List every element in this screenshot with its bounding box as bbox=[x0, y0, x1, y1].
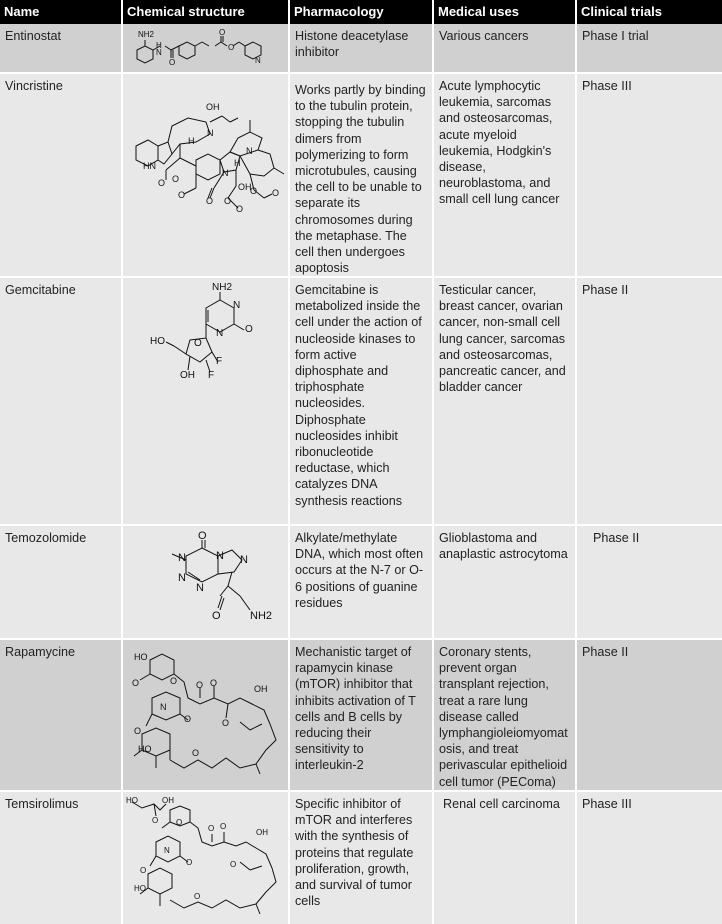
struct-label: O bbox=[228, 43, 235, 52]
struct-label: O bbox=[134, 726, 142, 736]
drug-name: Temsirolimus bbox=[5, 797, 79, 811]
struct-label: O bbox=[222, 718, 230, 728]
clinical-trial-text: Phase III bbox=[582, 79, 632, 93]
gemcitabine-structure bbox=[150, 282, 270, 392]
struct-label: OH bbox=[206, 102, 220, 112]
struct-label: NH2 bbox=[250, 610, 273, 622]
struct-label: O bbox=[169, 58, 176, 67]
drug-name: Gemcitabine bbox=[5, 283, 76, 297]
struct-label: O bbox=[194, 892, 201, 901]
clinical-trial-text: Phase III bbox=[582, 797, 632, 811]
temsirolimus-structure bbox=[126, 796, 286, 920]
struct-label: O bbox=[208, 824, 215, 833]
struct-label: HO bbox=[138, 744, 152, 754]
struct-label: OH bbox=[162, 796, 174, 805]
struct-label: O bbox=[272, 188, 280, 198]
struct-label: O bbox=[170, 676, 178, 686]
struct-label: O bbox=[236, 204, 244, 214]
drug-name: Temozolomide bbox=[5, 531, 87, 545]
clinical-trial-text: Phase II bbox=[593, 531, 640, 545]
table-header bbox=[0, 0, 722, 24]
header-medical-uses: Medical uses bbox=[438, 4, 519, 19]
struct-label: H bbox=[188, 136, 195, 146]
struct-label: O bbox=[210, 678, 218, 688]
header-pharmacology: Pharmacology bbox=[294, 4, 384, 19]
struct-label: HO bbox=[134, 884, 146, 893]
struct-label: N bbox=[216, 328, 224, 339]
struct-label: O bbox=[172, 174, 180, 184]
struct-label: O bbox=[212, 610, 221, 622]
struct-label: N bbox=[240, 554, 248, 566]
struct-label: O bbox=[219, 28, 226, 37]
struct-label: OH bbox=[180, 370, 195, 381]
clinical-trial-text: Phase II bbox=[582, 283, 629, 297]
struct-label: OH bbox=[238, 182, 252, 192]
column-divider bbox=[575, 0, 577, 924]
struct-label: N bbox=[255, 56, 261, 65]
struct-label: N bbox=[178, 572, 186, 584]
vincristine-structure bbox=[126, 98, 288, 260]
pharmacology-text: Gemcitabine is metabolized inside the cell under the action of nucleoside kinases to form active diphosphate and triphosphate nucleosides. Diphosphate nucleosides inhibit ribonucleotide reductase, which catalyzes DNA synthesis reactions bbox=[295, 283, 422, 508]
medical-uses-text: Acute lymphocytic leukemia, sarcomas and osteosarcomas, acute myeloid leukemia, Hodgkin's disease, neuroblastoma, and small cell lung cancer bbox=[439, 79, 560, 207]
struct-label: F bbox=[208, 370, 215, 381]
struct-label: NH2 bbox=[212, 282, 233, 293]
struct-label: N bbox=[233, 300, 241, 311]
struct-label: O bbox=[192, 748, 200, 758]
struct-label: O bbox=[178, 190, 186, 200]
medical-uses-text: Renal cell carcinoma bbox=[443, 797, 560, 811]
table-row bbox=[0, 24, 722, 72]
struct-label: O bbox=[230, 860, 237, 869]
pharmacology-text: Specific inhibitor of mTOR and interferes with the synthesis of proteins that regulate proliferation, growth, and survival of tumor cells bbox=[295, 797, 414, 909]
pharmacology-text: Mechanistic target of rapamycin kinase (mTOR) inhibitor that inhibits activation of T cells and B cells by reducing their sensitivity to interleukin-2 bbox=[295, 645, 416, 773]
struct-label: H bbox=[234, 158, 241, 168]
struct-label: H bbox=[156, 41, 162, 50]
medical-uses-text: Coronary stents, prevent organ transplant rejection, treat a rare lung disease called lymphangioleiomyomat osis, and treat perivascular epithelioid cell tumor (PEComa) bbox=[439, 645, 568, 789]
struct-label: O bbox=[194, 338, 202, 349]
struct-label: O bbox=[206, 196, 214, 206]
struct-label: N bbox=[160, 702, 167, 712]
struct-label: O bbox=[250, 186, 258, 196]
struct-label: O bbox=[152, 816, 159, 825]
pharmacology-text: Works partly by binding to the tubulin protein, stopping the tubulin dimers from polymerizing to form microtubules, causing the cell to be unable to separate its chromosomes during the metaphase. The cell then undergoes apoptosis bbox=[295, 83, 426, 276]
table-row bbox=[0, 74, 722, 276]
struct-label: HN bbox=[143, 161, 156, 171]
struct-label: O bbox=[224, 196, 232, 206]
header-name: Name bbox=[4, 4, 40, 19]
clinical-trial-text: Phase I trial bbox=[582, 29, 649, 43]
header-clinical-trials: Clinical trials bbox=[581, 4, 662, 19]
struct-label: N bbox=[196, 582, 204, 594]
entinostat-structure bbox=[127, 28, 287, 68]
struct-label: F bbox=[216, 356, 223, 367]
struct-label: OH bbox=[256, 828, 268, 837]
clinical-trial-text: Phase II bbox=[582, 645, 629, 659]
table-row bbox=[0, 526, 722, 638]
struct-label: HO bbox=[150, 336, 165, 347]
struct-label: O bbox=[140, 866, 147, 875]
struct-label: O bbox=[245, 324, 253, 335]
drug-name: Rapamycine bbox=[5, 645, 75, 659]
struct-label: N bbox=[222, 168, 229, 178]
rapamycine-structure bbox=[130, 648, 286, 782]
table-row bbox=[0, 278, 722, 524]
struct-label: N bbox=[246, 146, 253, 156]
struct-label: O bbox=[196, 680, 204, 690]
struct-label: OH bbox=[254, 684, 268, 694]
pharmacology-text: Histone deacetylase inhibitor bbox=[295, 29, 409, 60]
temozolomide-structure bbox=[166, 530, 286, 634]
column-divider bbox=[121, 0, 123, 924]
struct-label: O bbox=[176, 818, 183, 827]
struct-label: N bbox=[178, 552, 186, 564]
struct-label: O bbox=[198, 530, 207, 542]
struct-label: HO bbox=[126, 796, 138, 805]
struct-label: N bbox=[216, 550, 224, 562]
struct-label: O bbox=[186, 858, 193, 867]
drug-name: Vincristine bbox=[5, 79, 63, 93]
struct-label: O bbox=[158, 178, 166, 188]
medical-uses-text: Glioblastoma and anaplastic astrocytoma bbox=[439, 531, 568, 562]
column-divider bbox=[432, 0, 434, 924]
medical-uses-text: Various cancers bbox=[439, 29, 529, 43]
struct-label: HO bbox=[134, 652, 148, 662]
struct-label: NH2 bbox=[138, 30, 155, 39]
struct-label: O bbox=[132, 678, 140, 688]
struct-label: O bbox=[184, 714, 192, 724]
header-structure: Chemical structure bbox=[127, 4, 245, 19]
struct-label: N bbox=[164, 846, 170, 855]
struct-label: O bbox=[220, 822, 227, 831]
medical-uses-text: Testicular cancer, breast cancer, ovarian cancer, non-small cell lung cancer, sarcomas and osteosarcomas, pancreatic cancer, and bladder cancer bbox=[439, 283, 566, 395]
table-row bbox=[0, 640, 722, 790]
struct-label: N bbox=[156, 48, 162, 57]
struct-label: N bbox=[207, 128, 214, 138]
table-row bbox=[0, 792, 722, 924]
pharmacology-text: Alkylate/methylate DNA, which most often occurs at the N-7 or O-6 positions of guanine residues bbox=[295, 531, 424, 610]
drug-name: Entinostat bbox=[5, 29, 62, 43]
column-divider bbox=[288, 0, 290, 924]
